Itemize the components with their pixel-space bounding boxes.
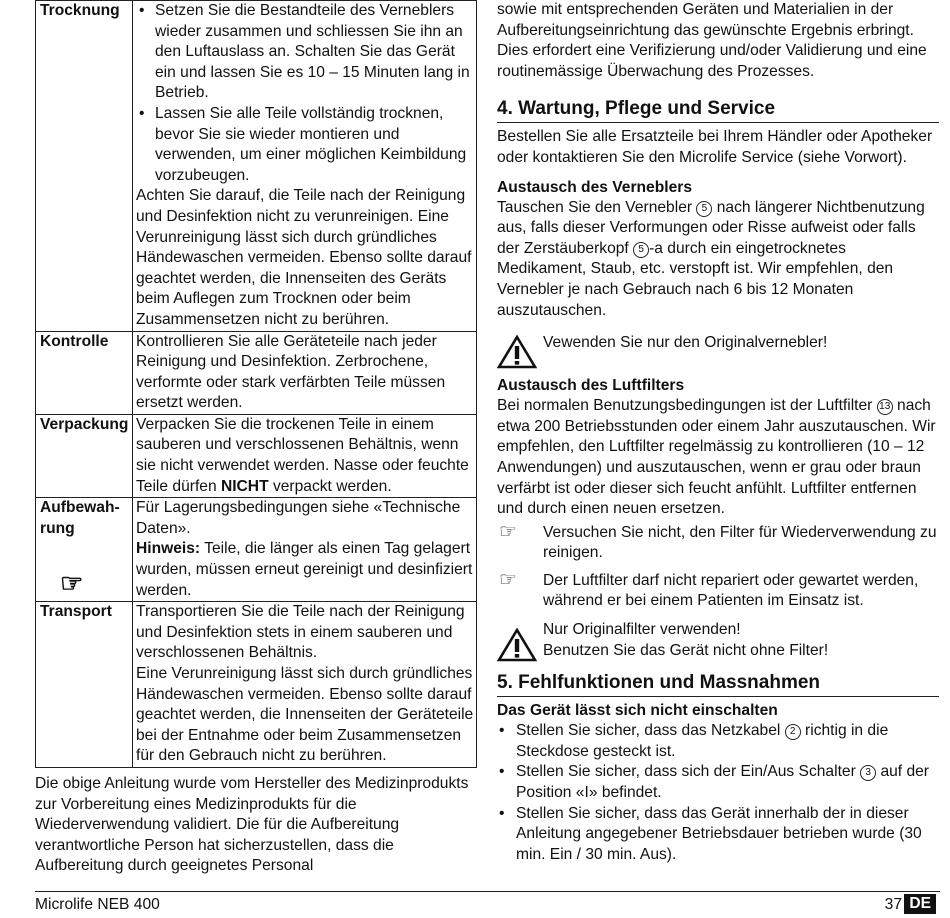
note-text: Versuchen Sie nicht, den Filter für Wiederverwendung zu reinigen. — [543, 523, 937, 562]
hint-label: Hinweis: — [136, 540, 201, 558]
text: Bei normalen Benutzungsbedingungen ist der Luftfilter — [497, 397, 877, 415]
row-content-aufbewahrung — [133, 498, 477, 602]
right-column — [497, 0, 939, 865]
emphasis: NICHT — [220, 477, 269, 495]
page-number: 37 — [884, 896, 902, 913]
subheading: Austausch des Verneblers — [497, 178, 693, 196]
paragraph: Die obige Anleitung wurde vom Hersteller des Medizinprodukts zur Vorbereitung eines Medizinprodukts für die Wiederverwendung validiert. Die für die Aufbereitung verantwortliche Person hat sicherzustellen, dass die Aufbereitung durch geeignetes Personal — [35, 774, 469, 875]
table-row — [36, 331, 477, 414]
text: Stellen Sie sicher, dass das Netzkabel — [516, 722, 785, 740]
page-footer — [35, 891, 940, 918]
list-item: • Lassen Sie alle Teile vollständig trocknen, bevor Sie sie wieder montieren und verwenden, um einer möglichen Keimbildung vorzubeugen. — [136, 104, 474, 186]
subheading: Das Gerät lässt sich nicht einschalten — [497, 702, 778, 720]
care-table — [35, 0, 477, 768]
bullet-list — [136, 1, 474, 186]
warning-text: Vewenden Sie nur den Originalvernebler! — [543, 334, 828, 352]
bullet-list — [497, 721, 939, 865]
hand-note — [497, 568, 939, 612]
callout-number: 5 — [696, 201, 712, 217]
row-label-aufbewahrung — [36, 498, 133, 602]
table-row — [36, 602, 477, 768]
left-column — [35, 0, 476, 877]
list-item — [497, 721, 939, 762]
pointing-hand-icon: ☞ — [499, 568, 517, 591]
callout-number: 3 — [860, 765, 876, 781]
text: Stellen Sie sicher, dass sich der Ein/Aus Schalter — [516, 763, 861, 781]
pointing-hand-icon: ☞ — [499, 520, 517, 543]
table-row — [36, 498, 477, 602]
callout-number: 5 — [633, 242, 649, 258]
list-item: • Stellen Sie sicher, dass das Gerät innerhalb der in dieser Anleitung angegebener Betriebsdauer betrieben wurde (30 min. Ein / 30 min. Aus). — [497, 804, 939, 866]
row-content-verpackung — [133, 414, 477, 497]
footer-brand: Microlife NEB 400 — [35, 896, 160, 913]
section-heading: 5. Fehlfunktionen und Massnahmen — [497, 671, 939, 697]
text: nach etwa 200 Betriebsstunden oder einem Jahr auszutauschen. Wir empfehlen, den Luftfilter regelmässig zu kontrollieren (10 – 12 Anwendungen) und auszutauschen, wenn er grau oder braun verfärbt ist oder dieser sich feucht anfühlt. Luftfilter entfernen und durch einen neuen ersetzen. — [497, 397, 936, 518]
label-text: Aufbewah- rung — [40, 499, 120, 537]
section-heading: 4. Wartung, Pflege und Service — [497, 97, 939, 123]
table-row — [36, 414, 477, 497]
row-text: Eine Verunreinigung lässt sich durch gründliches Händewaschen vermeiden. Ebenso sollte darauf geachtet werden, die Innenseiten der Geräteteile bei der Entnahme oder beim Zusammensetzen für den Gebrauch nicht zu berühren. — [136, 665, 474, 765]
row-label-kontrolle: Kontrolle — [36, 331, 133, 414]
row-label-transport: Transport — [36, 602, 133, 768]
callout-number: 13 — [877, 399, 893, 415]
text: verpackt werden. — [268, 477, 392, 495]
subheading: Austausch des Luftfilters — [497, 377, 685, 395]
hint-text — [136, 539, 474, 601]
table-row — [36, 1, 477, 332]
list-item: • Setzen Sie die Bestandteile des Verneblers wieder zusammen und schliessen Sie ihn an den Luftauslass an. Schalten Sie das Gerät ein und lassen Sie es 10 – 15 Minuten lang in Betrieb. — [136, 1, 474, 104]
text: richtig in die Steckdose gesteckt ist. — [516, 722, 889, 760]
list-item — [497, 762, 939, 803]
row-label-verpackung: Verpackung — [36, 414, 133, 497]
text: -a durch ein eingetrocknetes Medikament, Staub, etc. verstopft ist. Wir empfehlen, den Vernebler je nach Gebrauch nach 6 bis 12 Monaten auszutauschen. — [497, 239, 894, 319]
warning-icon — [497, 628, 537, 662]
text: auf der Position «I» befindet. — [516, 763, 929, 802]
language-badge: DE — [904, 894, 936, 914]
row-text: Transportieren Sie die Teile nach der Reinigung und Desinfektion stets in einem sauberen und verschlossenen Behältnis. — [136, 603, 465, 662]
paragraph: sowie mit entsprechenden Geräten und Materialien in der Aufbereitungseinrichtung das gewünschte Ergebnis erbringt. Dies erfordert eine Verifizierung und/oder Validierung und eine routinemässige Überwachung des Prozesses. — [497, 1, 927, 80]
text: Tauschen Sie den Vernebler — [497, 198, 697, 216]
warning-text: Benutzen Sie das Gerät nicht ohne Filter! — [543, 641, 829, 659]
row-content-kontrolle: Kontrollieren Sie alle Geräteteile nach jeder Reinigung und Desinfektion. Zerbrochene, verformte oder stark verfärbten Teile müssen ersetzt werden. — [133, 331, 477, 414]
paragraph — [497, 198, 939, 322]
warning-icon — [497, 335, 537, 369]
paragraph — [497, 396, 939, 520]
note-text: Der Luftfilter darf nicht repariert oder gewartet werden, während er bei einem Patienten im Einsatz ist. — [543, 571, 919, 610]
text: nach längerer Nichtbenutzung aus, falls dieser Verformungen oder Risse aufweist oder falls der Zerstäuberkopf — [497, 198, 925, 257]
row-text: Achten Sie darauf, die Teile nach der Reinigung und Desinfektion nicht zu verunreinigen. Eine Verunreinigung lässt sich durch gründliches Händewaschen vermeiden. Ebenso sollte darauf geachtet werden, die Innenseiten des Geräts beim Auflegen zum Trocknen oder beim Zusammensetzen nicht zu berühren. — [136, 187, 472, 328]
warning-note — [497, 620, 939, 661]
row-content-transport — [133, 602, 477, 768]
text: Teile, die länger als einen Tag gelagert wurden, müssen erneut gereinigt und desinfiziert werden. — [136, 540, 473, 599]
callout-number: 2 — [785, 724, 801, 740]
pointing-hand-icon: ☞ — [60, 568, 84, 599]
warning-note — [497, 333, 939, 369]
text: Verpacken Sie die trockenen Teile in einem sauberen und verschlossenen Behältnis, wenn sie nicht verwendet werden. Nasse oder feuchte Teile dürfen — [136, 415, 469, 495]
paragraph: Bestellen Sie alle Ersatzteile bei Ihrem Händler oder Apotheker oder kontaktieren Sie den Microlife Service (siehe Vorwort). — [497, 128, 933, 166]
row-text: Für Lagerungsbedingungen siehe «Technische Daten». — [136, 499, 461, 537]
row-content-trocknung — [133, 1, 477, 332]
row-label-trocknung: Trocknung — [36, 1, 133, 332]
hand-note — [497, 520, 939, 564]
warning-text: Nur Originalfilter verwenden! — [543, 621, 741, 639]
